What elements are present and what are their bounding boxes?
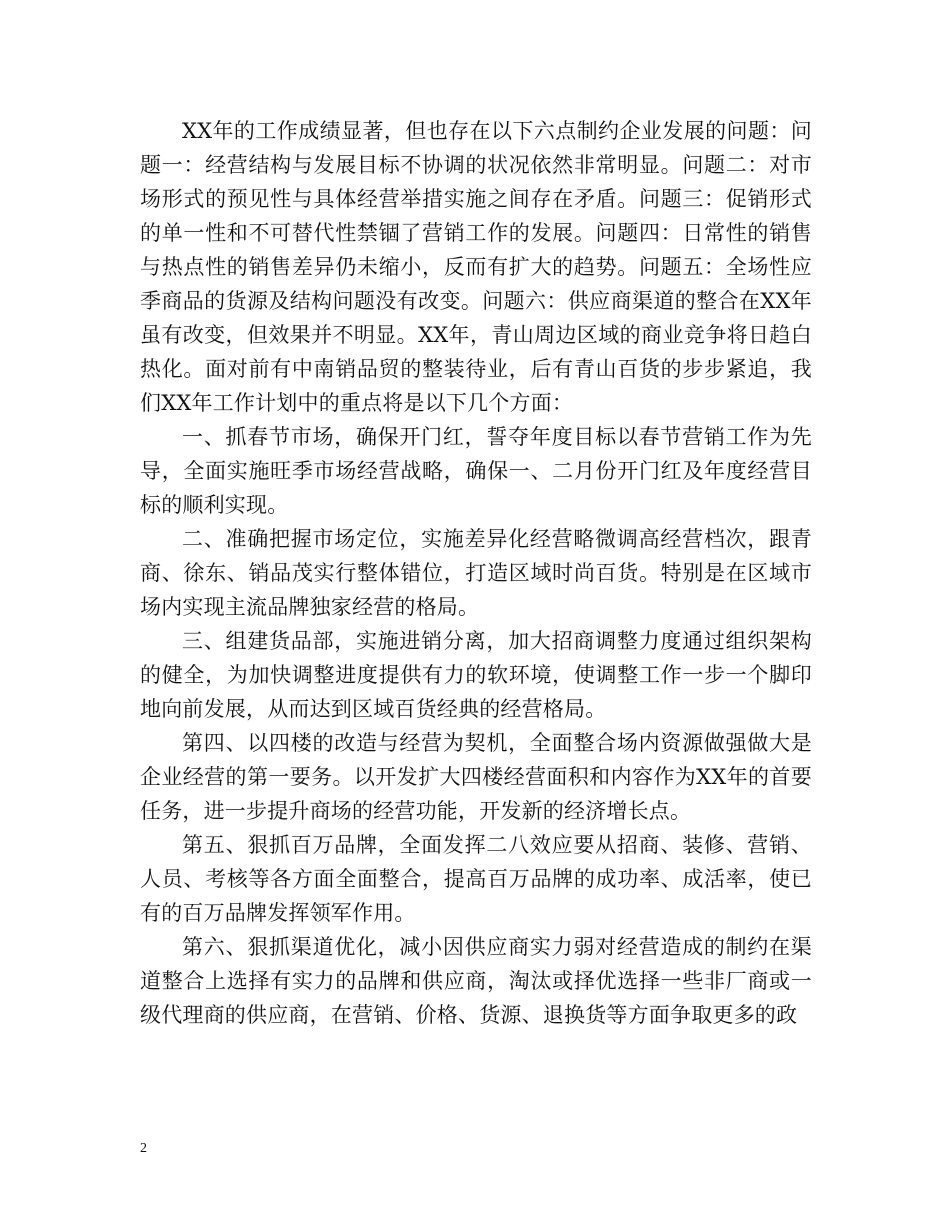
paragraph-point-3: 三、组建货品部，实施进销分离，加大招商调整力度通过组织架构的健全，为加快调整进度提供有力的软环境，使调整工作一步一个脚印地向前发展，从而达到区域百货经典的经营格局。 bbox=[140, 629, 812, 721]
paragraph-point-5: 第五、狠抓百万品牌，全面发挥二八效应要从招商、装修、营销、人员、考核等各方面全面整合，提高百万品牌的成功率、成活率，使已有的百万品牌发挥领军作用。 bbox=[140, 833, 812, 925]
document-body bbox=[140, 114, 812, 1032]
paragraph-point-1: 一、抓春节市场，确保开门红，誓夺年度目标以春节营销工作为先导，全面实施旺季市场经营战略，确保一、二月份开门红及年度经营目标的顺利实现。 bbox=[140, 425, 812, 517]
paragraph-point-6: 第六、狠抓渠道优化，减小因供应商实力弱对经营造成的制约在渠道整合上选择有实力的品牌和供应商，淘汰或择优选择一些非厂商或一级代理商的供应商，在营销、价格、货源、退换货等方面争取更多的政 bbox=[140, 935, 812, 1027]
paragraph-point-2: 二、准确把握市场定位，实施差异化经营略微调高经营档次，跟青商、徐东、销品茂实行整体错位，打造区域时尚百货。特别是在区域市场内实现主流品牌独家经营的格局。 bbox=[140, 527, 812, 619]
page-number: 2 bbox=[140, 1141, 147, 1156]
paragraph-point-4: 第四、以四楼的改造与经营为契机，全面整合场内资源做强做大是企业经营的第一要务。以开发扩大四楼经营面积和内容作为XX年的首要任务，进一步提升商场的经营功能，开发新的经济增长点。 bbox=[140, 731, 812, 823]
paragraph-issues: XX年的工作成绩显著，但也存在以下六点制约企业发展的问题：问题一：经营结构与发展目标不协调的状况依然非常明显。问题二：对市场形式的预见性与具体经营举措实施之间存在矛盾。问题三：促销形式的单一性和不可替代性禁锢了营销工作的发展。问题四：日常性的销售与热点性的销售差异仍未缩小，反而有扩大的趋势。问题五：全场性应季商品的货源及结构问题没有改变。问题六：供应商渠道的整合在XX年虽有改变，但效果并不明显。XX年，青山周边区域的商业竞争将日趋白热化。面对前有中南销品贸的整装待业，后有青山百货的步步紧追，我们XX年工作计划中的重点将是以下几个方面： bbox=[140, 119, 812, 415]
